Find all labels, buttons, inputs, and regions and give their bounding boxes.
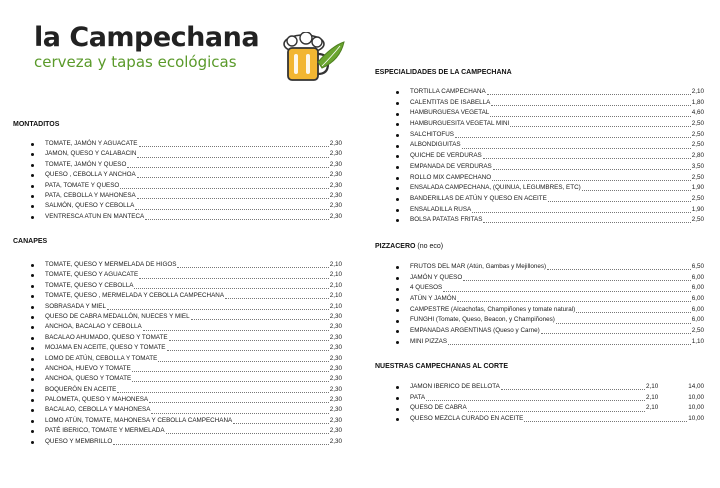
dot-leader — [582, 190, 691, 191]
menu-item — [45, 260, 342, 270]
menu-item-price: 1,80 — [691, 98, 704, 106]
menu-item — [45, 281, 342, 291]
menu-item — [45, 354, 342, 364]
menu-item-price: 2,30 — [329, 171, 342, 179]
menu-item-price: 10,00 — [688, 415, 704, 423]
menu-item — [45, 191, 342, 201]
menu-item — [410, 393, 704, 404]
menu-item — [45, 426, 342, 436]
dot-leader — [547, 269, 691, 270]
pizzacero-title: PIZZACERO — [375, 243, 416, 250]
menu-item — [45, 343, 342, 353]
logo — [34, 22, 334, 82]
menu-item-price: 2,30 — [329, 437, 342, 445]
menu-item-name: TOMATE, QUESO Y MERMELADA DE HIGOS — [45, 261, 177, 268]
menu-item-name: ANCHOA, HUEVO Y TOMATE — [45, 364, 131, 372]
menu-item — [45, 437, 342, 447]
menu-item-name: MOJAMA EN ACEITE, QUESO Y TOMATE — [45, 344, 166, 352]
menu-item-name: EMPANADA DE VERDURAS — [410, 162, 492, 170]
menu-item-price: 2,30 — [329, 150, 342, 158]
dot-leader — [107, 309, 329, 310]
dot-leader — [426, 400, 645, 401]
menu-item — [410, 98, 704, 109]
menu-item-name: JAMÓN Y QUESO — [410, 273, 463, 281]
dot-leader — [233, 423, 329, 424]
dot-leader — [493, 169, 691, 170]
menu-item — [410, 130, 704, 141]
dot-leader — [127, 167, 329, 168]
menu-item — [45, 374, 342, 384]
menu-item-name: BOQUERÓN EN ACEITE — [45, 385, 117, 393]
dot-leader — [541, 333, 691, 334]
menu-item — [45, 170, 342, 180]
menu-item-price: 6,00 — [691, 284, 704, 292]
logo-subtitle: cerveza y tapas ecológicas — [34, 53, 237, 71]
menu-item — [410, 294, 704, 305]
menu-item-price: 10,00 — [688, 404, 704, 412]
menu-item-price: 2,50 — [691, 141, 704, 149]
menu-item-price: 2,30 — [329, 427, 342, 435]
dot-leader — [120, 188, 329, 189]
menu-item-name: PATA, TOMATE Y QUESO — [45, 181, 120, 189]
dot-leader — [167, 350, 329, 351]
dot-leader — [510, 126, 691, 127]
menu-item-name: ALBONDIGUITAS — [410, 141, 461, 149]
dot-leader — [143, 330, 329, 331]
menu-item-name: ENSALADA CAMPECHANA, (QUINUA, LEGUMBRES, ETC) — [410, 184, 581, 192]
menu-item-price: 2,10 — [691, 88, 704, 95]
menu-item — [45, 201, 342, 211]
menu-item — [45, 364, 342, 374]
menu-item-name: ANCHOA, BACALAO Y CEBOLLA — [45, 323, 142, 331]
menu-item-name: MINI PIZZAS — [410, 337, 448, 345]
dot-leader — [443, 291, 691, 292]
menu-item-name: SALMÓN, QUESO Y CEBOLLA — [45, 202, 135, 210]
menu-item-name: JAMON, QUESO Y CALABACIN — [45, 150, 137, 158]
menu-item-name: CAMPESTRE (Alcachofas, Champiñones y tomate natural) — [410, 305, 576, 313]
menu-item-price: 1,90 — [691, 184, 704, 192]
menu-item-name: 4 QUESOS — [410, 284, 443, 292]
beer-mug-icon — [282, 32, 346, 92]
dot-leader — [139, 278, 329, 279]
menu-item-price: 2,50 — [691, 120, 704, 128]
dot-leader — [225, 298, 329, 299]
menu-item — [45, 160, 342, 170]
dot-leader — [137, 198, 329, 199]
menu-item — [45, 149, 342, 159]
menu-item — [410, 205, 704, 216]
pizzacero-suffix: (no eco) — [417, 243, 444, 250]
menu-item-price: 4,60 — [691, 109, 704, 117]
menu-item-price: 1,10 — [691, 337, 704, 345]
menu-item-name: CALENTITAS DE ISABELLA — [410, 98, 491, 106]
dot-leader — [576, 312, 691, 313]
dot-leader — [483, 222, 691, 223]
menu-item-price: 2,50 — [691, 194, 704, 202]
dot-leader — [490, 116, 691, 117]
menu-item-price: 2,50 — [691, 327, 704, 335]
dot-leader — [158, 361, 329, 362]
menu-item-name: QUESO Y MEMBRILLO — [45, 437, 113, 445]
menu-item — [410, 283, 704, 294]
menu-item — [45, 212, 342, 222]
menu-item — [410, 215, 704, 226]
section-title-montaditos: MONTADITOS — [13, 121, 60, 128]
menu-item-half-price: 2,10 — [646, 393, 659, 401]
menu-item-name: TORTILLA CAMPECHANA — [410, 88, 486, 95]
menu-item — [410, 315, 704, 326]
menu-item — [410, 87, 704, 98]
menu-item-name: TOMATE, JAMÓN Y AGUACATE — [45, 140, 138, 147]
menu-item-name: EMPANADAS ARGENTINAS (Queso y Carne) — [410, 327, 540, 335]
menu-item-name: HAMBURGUESA VEGETAL — [410, 109, 490, 117]
menu-item-name: TOMATE, QUESO Y CEBOLLA — [45, 281, 134, 289]
menu-item-price: 2,10 — [329, 302, 342, 310]
dot-leader — [117, 392, 329, 393]
menu-item-price: 2,30 — [329, 416, 342, 424]
dot-leader — [137, 177, 329, 178]
dot-leader — [191, 319, 329, 320]
menu-item — [45, 416, 342, 426]
menu-item-name: QUICHE DE VERDURAS — [410, 152, 482, 160]
menu-item — [410, 151, 704, 162]
menu-item-price: 2,30 — [329, 354, 342, 362]
menu-item-name: PATA — [410, 393, 426, 401]
dot-leader — [137, 157, 329, 158]
menu-item-name: JAMON IBERICO DE BELLOTA — [410, 383, 500, 390]
menu-item-price: 2,30 — [329, 323, 342, 331]
logo-title: la Campechana — [34, 22, 260, 53]
menu-item-price: 6,00 — [691, 295, 704, 303]
menu-item-price: 2,50 — [691, 130, 704, 138]
menu-item-price: 2,30 — [329, 333, 342, 341]
menu-item-name: PALOMETA, QUESO Y MAHONESA — [45, 396, 149, 404]
menu-item-price: 2,10 — [329, 271, 342, 279]
menu-item — [45, 333, 342, 343]
menu-item — [45, 291, 342, 301]
menu-item-name: ENSALADILLA RUSA — [410, 205, 472, 213]
dot-leader — [483, 158, 691, 159]
menu-item-name: SOBRASADA Y MIEL — [45, 302, 107, 310]
menu-item — [410, 403, 704, 414]
dot-leader — [468, 411, 645, 412]
menu-item-price: 2,10 — [329, 281, 342, 289]
dot-leader — [132, 381, 329, 382]
menu-item-name: QUESO DE CABRA MEDALLÓN, NUECES Y MIEL — [45, 312, 190, 320]
menu-item-name: QUESO , CEBOLLA Y ANCHOA — [45, 171, 136, 179]
menu-item — [410, 183, 704, 194]
menu-item-price: 14,00 — [688, 383, 704, 390]
pizzacero-list — [410, 262, 704, 348]
menu-item-price: 2,30 — [329, 212, 342, 220]
menu-item-price: 2,50 — [691, 173, 704, 181]
menu-item-price: 2,30 — [329, 375, 342, 383]
section-title-especialidades: ESPECIALIDADES DE LA CAMPECHANA — [375, 69, 512, 76]
dot-leader — [501, 389, 645, 390]
dot-leader — [463, 280, 691, 281]
dot-leader — [177, 267, 329, 268]
menu-item-price: 2,30 — [329, 406, 342, 414]
dot-leader — [462, 148, 691, 149]
dot-leader — [113, 444, 329, 445]
especialidades-list — [410, 87, 704, 226]
menu-item-name: TOMATE, QUESO , MERMELADA Y CEBOLLA CAMPECHANA — [45, 292, 225, 300]
dot-leader — [548, 201, 691, 202]
menu-item-price: 6,50 — [691, 263, 704, 270]
menu-item — [45, 395, 342, 405]
menu-item-name: TOMATE, QUESO Y AGUACATE — [45, 271, 139, 279]
menu-item — [410, 173, 704, 184]
menu-item-price: 6,00 — [691, 305, 704, 313]
section-title-al-corte: NUESTRAS CAMPECHANAS AL CORTE — [375, 363, 509, 370]
menu-item — [45, 181, 342, 191]
section-title-canapes: CANAPES — [13, 238, 48, 245]
menu-item-name: BOLSA PATATAS FRITAS — [410, 216, 483, 224]
canapes-list — [45, 260, 342, 447]
montaditos-list — [45, 139, 342, 222]
menu-item-name: BACALAO, CEBOLLA Y MAHONESA — [45, 406, 151, 414]
dot-leader — [455, 137, 691, 138]
menu-item-name: TOMATE, JAMÓN Y QUESO — [45, 160, 127, 168]
menu-item-price: 2,30 — [329, 385, 342, 393]
menu-item — [410, 414, 704, 425]
menu-item-price: 2,50 — [691, 216, 704, 224]
menu-item — [410, 382, 704, 393]
menu-item — [410, 326, 704, 337]
menu-item-price: 1,90 — [691, 205, 704, 213]
menu-item — [45, 312, 342, 322]
menu-item-price: 10,00 — [688, 393, 704, 401]
al-corte-list — [410, 382, 704, 425]
menu-item-name: HAMBURGUESITA VEGETAL MINI — [410, 120, 510, 128]
menu-item-price: 2,30 — [329, 191, 342, 199]
menu-item-name: ROLLO MIX CAMPECHANO — [410, 173, 492, 181]
menu-item — [410, 140, 704, 151]
menu-item-name: FRUTOS DEL MAR (Atún, Gambas y Mejillones) — [410, 263, 547, 270]
menu-item-price: 2,30 — [329, 364, 342, 372]
menu-item-half-price: 2,10 — [646, 404, 659, 412]
menu-item-name: BACALAO AHUMADO, QUESO Y TOMATE — [45, 333, 168, 341]
menu-item-name: VENTRESCA ATUN EN MANTECA — [45, 212, 145, 220]
dot-leader — [487, 94, 691, 95]
menu-item — [410, 162, 704, 173]
menu-item-price: 3,50 — [691, 162, 704, 170]
menu-item-name: LOMO DE ATÚN, CEBOLLA Y TOMATE — [45, 354, 158, 362]
dot-leader — [166, 433, 329, 434]
menu-item-price: 2,30 — [329, 202, 342, 210]
menu-item-name: QUESO MEZCLA CURADO EN ACEITE — [410, 415, 524, 423]
dot-leader — [151, 413, 329, 414]
menu-item-price: 6,00 — [691, 273, 704, 281]
menu-item-price: 2,30 — [329, 344, 342, 352]
menu-item — [45, 302, 342, 312]
menu-item-price: 6,00 — [691, 316, 704, 324]
dot-leader — [448, 344, 691, 345]
menu-item — [45, 139, 342, 149]
menu-item-price: 2,10 — [329, 261, 342, 268]
dot-leader — [492, 180, 691, 181]
menu-item — [45, 270, 342, 280]
dot-leader — [135, 209, 329, 210]
dot-leader — [139, 146, 329, 147]
menu-item-name: PATA, CEBOLLA Y MAHONESA — [45, 191, 136, 199]
menu-item — [410, 194, 704, 205]
menu-item-name: FUNGHI (Tomate, Queso, Beacon, y Champiñones) — [410, 316, 555, 324]
menu-item — [410, 305, 704, 316]
menu-item — [410, 108, 704, 119]
menu-item-price: 2,30 — [329, 140, 342, 147]
menu-item-price: 2,10 — [329, 292, 342, 300]
menu-item — [410, 262, 704, 273]
menu-item-name: ANCHOA, QUESO Y TOMATE — [45, 375, 132, 383]
menu-item-name: PATÉ IBERICO, TOMATE Y MERMELADA — [45, 427, 165, 435]
dot-leader — [145, 219, 329, 220]
menu-item — [410, 119, 704, 130]
menu-item-name: ATÚN Y JAMÓN — [410, 295, 457, 303]
menu-item — [410, 273, 704, 284]
menu-item-name: QUESO DE CABRA — [410, 404, 467, 412]
menu-item-name: SALCHITOFUS — [410, 130, 454, 138]
dot-leader — [457, 301, 691, 302]
dot-leader — [132, 371, 329, 372]
dot-leader — [556, 323, 691, 324]
menu-item-price: 2,30 — [329, 312, 342, 320]
menu-item-price: 2,30 — [329, 181, 342, 189]
menu-item-price: 2,30 — [329, 396, 342, 404]
menu-item-price: 2,30 — [329, 160, 342, 168]
menu-item-price: 2,80 — [691, 152, 704, 160]
dot-leader — [472, 212, 691, 213]
menu-item — [45, 385, 342, 395]
menu-item — [45, 322, 342, 332]
menu-item-name: LOMO ATÚN, TOMATE, MAHONESA Y CEBOLLA CAMPECHANA — [45, 416, 233, 424]
section-title-pizzacero — [375, 243, 443, 250]
dot-leader — [149, 402, 329, 403]
menu-item — [410, 337, 704, 348]
menu-item-half-price: 2,10 — [646, 383, 659, 390]
dot-leader — [169, 340, 329, 341]
dot-leader — [134, 288, 329, 289]
dot-leader — [491, 105, 691, 106]
menu-item-name: BANDERILLAS DE ATÚN Y QUESO EN ACEITE — [410, 194, 547, 202]
dot-leader — [524, 421, 687, 422]
menu-item — [45, 405, 342, 415]
